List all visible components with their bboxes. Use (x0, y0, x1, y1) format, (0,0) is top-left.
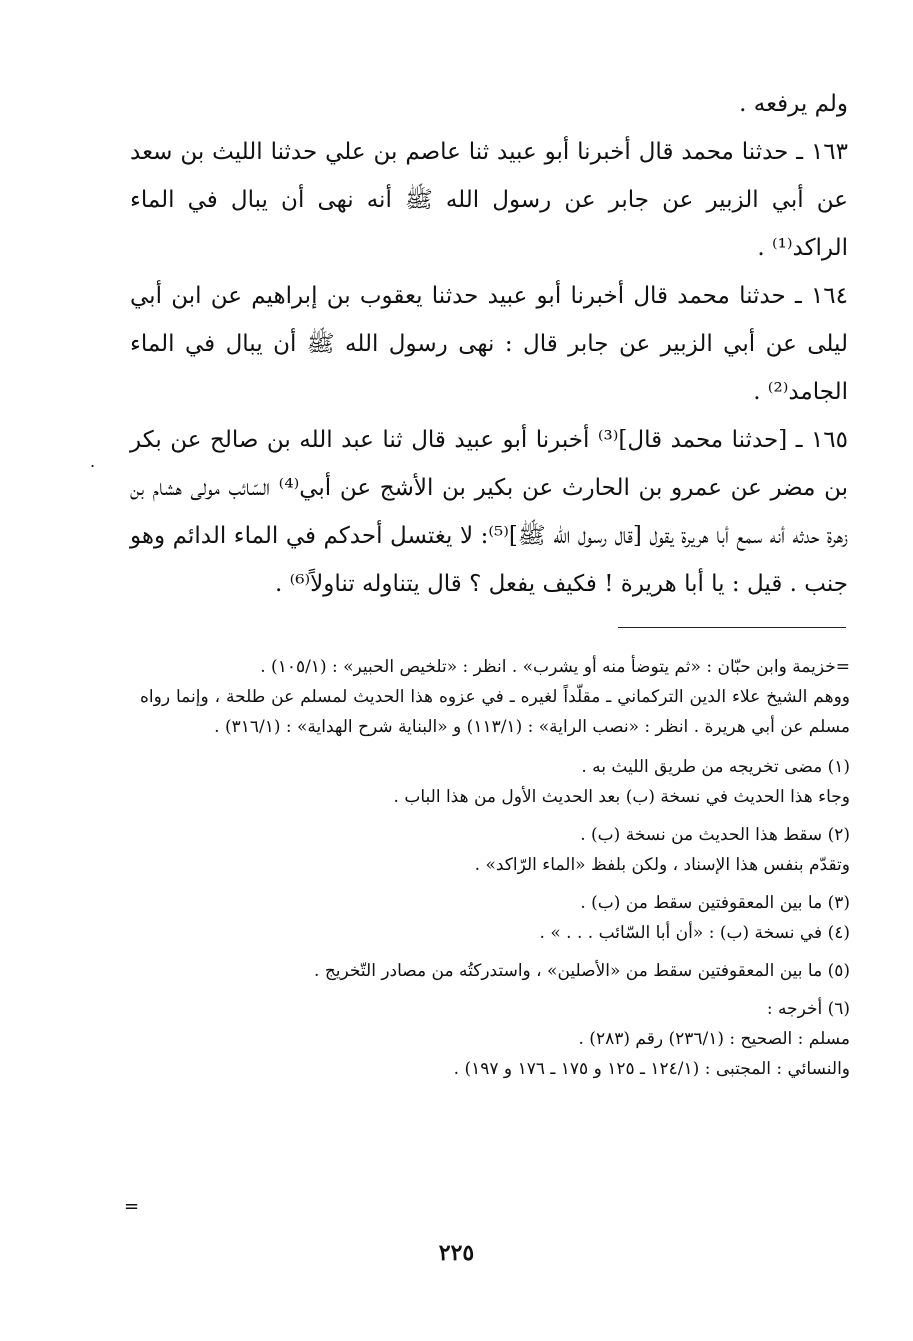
footnote-1-line-2: وجاء هذا الحديث في نسخة (ب) بعد الحديث الأول من هذا الباب . (393, 787, 850, 807)
footnote-2 (140, 820, 850, 880)
footnote-continuation-paragraph: ووهم الشيخ علاء الدين التركماني ـ مقلّداً لغيره ـ في عزوه هذا الحديث لمسلم عن طلحة ، وإنما رواه مسلم عن أبي هريرة . انظر : «نصب الراية» : (١١٣/١) و «البناية شرح الهداية» : (٣١٦/١) . (140, 687, 850, 737)
footnotes-block (140, 652, 850, 1092)
hadith-165: ١٦٥ ـ [حدثنا محمد قال]⁽³⁾ أخبرنا أبو عبيد قال ثنا عبد الله بن صالح عن بكر بن مضر عن عمرو بن الحارث عن بكير بن الأشج عن أبي⁽⁴⁾ السّائب مولى هشام بن زهرة حدثه أنه سمع أبا هريرة يقول [قال رسول الله ﷺ]⁽⁵⁾: لا يغتسل أحدكم في الماء الدائم وهو جنب . قيل : يا أبا هريرة ! فكيف يفعل ؟ قال يتناوله تناولاً⁽⁶⁾ . (130, 427, 849, 597)
text-line-continuation: ولم يرفعه . (739, 91, 848, 117)
footnote-2-line-2: وتقدّم بنفس هذا الإسناد ، ولكن بلفظ «الماء الرّاكد» . (474, 855, 850, 875)
footnote-6-line-3: والنسائي : المجتبى : (١٢٤/١ ـ ١٢٥ و ١٧٥ ـ ١٧٦ و ١٩٧) . (453, 1059, 850, 1079)
hadith-163: ١٦٣ ـ حدثنا محمد قال أخبرنا أبو عبيد ثنا عاصم بن علي حدثنا الليث بن سعد عن أبي الزبير عن جابر عن رسول الله ﷺ أنه نهى أن يبال في الماء الراكد⁽¹⁾ . (130, 139, 848, 261)
footnote-6-line-1: (٦) أخرجه : (766, 999, 850, 1019)
footnote-5 (140, 956, 850, 986)
footnote-6 (140, 994, 850, 1084)
footnote-continuation-line: =خزيمة وابن حبّان : «ثم يتوضأ منه أو يشرب» . انظر : «تلخيص الحبير» : (١٠٥/١) . (260, 657, 850, 677)
footnote-3-4 (140, 888, 850, 948)
continuation-mark: = (124, 1196, 140, 1217)
footnote-5-line: (٥) ما بين المعقوفتين سقط من «الأصلين» ، واستدركتُه من مصادر التّخريج . (314, 961, 850, 981)
page-number: ٢٢٥ (438, 1240, 475, 1266)
footnote-divider (618, 627, 846, 628)
main-text-block (130, 80, 848, 608)
footnote-1-line-1: (١) مضى تخريجه من طريق الليث به . (581, 757, 850, 777)
hadith-164: ١٦٤ ـ حدثنا محمد قال أخبرنا أبو عبيد حدثنا يعقوب بن إبراهيم عن ابن أبي ليلى عن أبي الزبير عن جابر قال : نهى رسول الله ﷺ أن يبال في الماء الجامد⁽²⁾ . (130, 283, 848, 405)
footnote-2-line-1: (٢) سقط هذا الحديث من نسخة (ب) . (580, 825, 850, 845)
footnote-1 (140, 752, 850, 812)
footnote-3: (٣) ما بين المعقوفتين سقط من (ب) . (580, 893, 850, 913)
margin-dot: . (90, 452, 96, 471)
footnote-6-line-2: مسلم : الصحيح : (٢٣٦/١) رقم (٢٨٣) . (578, 1029, 850, 1049)
footnote-4: (٤) في نسخة (ب) : «أن أبا السّائب . . . » . (539, 923, 850, 943)
